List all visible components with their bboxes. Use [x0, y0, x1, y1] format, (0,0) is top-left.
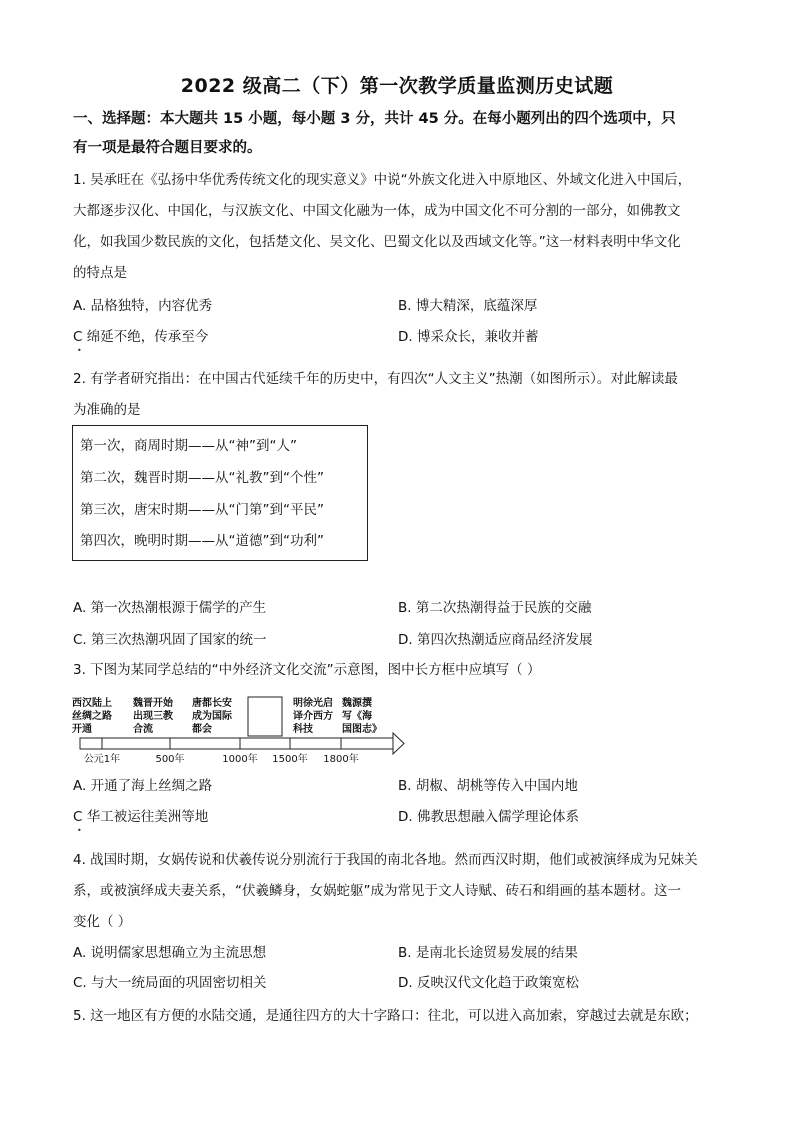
section-header-line: 有一项是最符合题目要求的。 — [73, 140, 262, 156]
timeline-event-label: 科技 — [293, 724, 313, 735]
option-d[interactable]: D. 佛教思想融入儒学理论体系 — [398, 809, 579, 825]
box-line: 第二次，魏晋时期——从“礼教”到“个性” — [80, 470, 324, 486]
humanism-box — [72, 425, 368, 561]
option-c[interactable]: C. 第三次热潮巩固了国家的统一 — [73, 632, 267, 648]
section-header-line: 一、选择题：本大题共 15 小题，每小题 3 分，共计 45 分。在每小题列出的四个选项中，只 — [73, 111, 676, 127]
option-a[interactable]: A. 说明儒家思想确立为主流思想 — [73, 945, 267, 961]
section-header — [73, 105, 733, 163]
timeline-tick-label: 500年 — [155, 754, 185, 765]
option-b[interactable]: B. 是南北长途贸易发展的结果 — [398, 945, 578, 961]
timeline-event-label: 开通 — [72, 724, 92, 735]
timeline-event-label: 西汉陆上 — [72, 698, 112, 709]
timeline-event-label: 合流 — [133, 724, 153, 735]
question-text-line: 为准确的是 — [73, 402, 141, 418]
question-1 — [73, 165, 723, 289]
question-text-line: 3. 下图为某同学总结的“中外经济文化交流”示意图，图中长方框中应填写（ ） — [73, 662, 541, 678]
option-c[interactable]: C 华工被运往美洲等地 — [73, 809, 209, 825]
question-text-line: 4. 战国时期，女娲传说和伏羲传说分别流行于我国的南北各地。然而西汉时期，他们或被演绎成为兄妹关 — [73, 852, 698, 868]
option-c[interactable]: C. 与大一统局面的巩固密切相关 — [73, 975, 267, 991]
option-c[interactable]: C 绵延不绝，传承至今 — [73, 329, 209, 345]
timeline-event-label: 明徐光启 — [293, 698, 333, 709]
question-2 — [73, 364, 723, 426]
timeline-event-label: 国图志》 — [342, 724, 382, 735]
timeline-event-label: 出现三教 — [133, 711, 173, 722]
timeline-tick-label: 公元1年 — [83, 754, 121, 765]
timeline-event-label: 写《海 — [342, 711, 372, 722]
question-text-line: 2. 有学者研究指出：在中国古代延续千年的历史中，有四次“人文主义”热潮（如图所示）。对此解读最 — [73, 371, 678, 387]
question-5 — [73, 1001, 723, 1032]
timeline-event-label: 丝绸之路 — [72, 711, 112, 722]
timeline-bar — [80, 738, 393, 749]
question-text-line: 变化（ ） — [73, 914, 132, 930]
timeline-event-label: 魏源撰 — [342, 698, 372, 709]
box-line: 第一次，商周时期——从“神”到“人” — [80, 438, 297, 454]
question-4 — [73, 845, 723, 938]
question-text-line: 化，如我国少数民族的文化，包括楚文化、吴文化、巴蜀文化以及西域文化等。”这一材料表明中华文化 — [73, 234, 681, 250]
question-text-line: 的特点是 — [73, 265, 127, 281]
question-text-line: 1. 吴承旺在《弘扬中华优秀传统文化的现实意义》中说“外族文化进入中原地区、外域文化进入中国后， — [73, 172, 692, 188]
option-b[interactable]: B. 博大精深，底蕴深厚 — [398, 298, 538, 314]
question-text-line: 大都逐步汉化、中国化，与汉族文化、中国文化融为一体，成为中国文化不可分割的一部分，如佛教文 — [73, 203, 681, 219]
timeline-arrowhead — [393, 733, 404, 754]
question-text-line: 5. 这一地区有方便的水陆交通，是通往四方的大十字路口：往北，可以进入高加索，穿越过去就是东欧； — [73, 1008, 698, 1024]
timeline-event-label: 成为国际 — [192, 711, 232, 722]
question-3 — [73, 655, 723, 686]
timeline-tick-label: 1800年 — [323, 754, 359, 765]
option-a[interactable]: A. 品格独特，内容优秀 — [73, 298, 213, 314]
dot-mark: • — [77, 346, 82, 355]
option-d[interactable]: D. 反映汉代文化趋于政策宽松 — [398, 975, 579, 991]
exchange-timeline — [70, 694, 410, 766]
timeline-tick-label: 1000年 — [222, 754, 258, 765]
question-text-line: 系，或被演绎成夫妻关系，“伏羲鳞身，女娲蛇躯”成为常见于文人诗赋、砖石和绢画的基本题材。这一 — [73, 883, 681, 899]
exam-title: 2022 级高二（下）第一次教学质量监测历史试题 — [180, 75, 614, 97]
timeline-event-label: 魏晋开始 — [133, 698, 173, 709]
timeline-tick-label: 1500年 — [272, 754, 308, 765]
box-line: 第三次，唐宋时期——从“门第”到“平民” — [80, 502, 324, 518]
timeline-event-label: 都会 — [192, 724, 212, 735]
option-b[interactable]: B. 胡椒、胡桃等传入中国内地 — [398, 778, 578, 794]
option-d[interactable]: D. 第四次热潮适应商品经济发展 — [398, 632, 593, 648]
timeline-event-label: 唐都长安 — [192, 698, 232, 709]
timeline-event-label: 译介西方 — [293, 711, 333, 722]
box-line: 第四次，晚明时期——从“道德”到“功利” — [80, 533, 324, 549]
option-a[interactable]: A. 开通了海上丝绸之路 — [73, 778, 213, 794]
option-d[interactable]: D. 博采众长，兼收并蓄 — [398, 329, 539, 345]
option-b[interactable]: B. 第二次热潮得益于民族的交融 — [398, 600, 592, 616]
dot-mark: • — [77, 826, 82, 835]
blank-answer-box — [248, 697, 282, 736]
option-a[interactable]: A. 第一次热潮根源于儒学的产生 — [73, 600, 267, 616]
